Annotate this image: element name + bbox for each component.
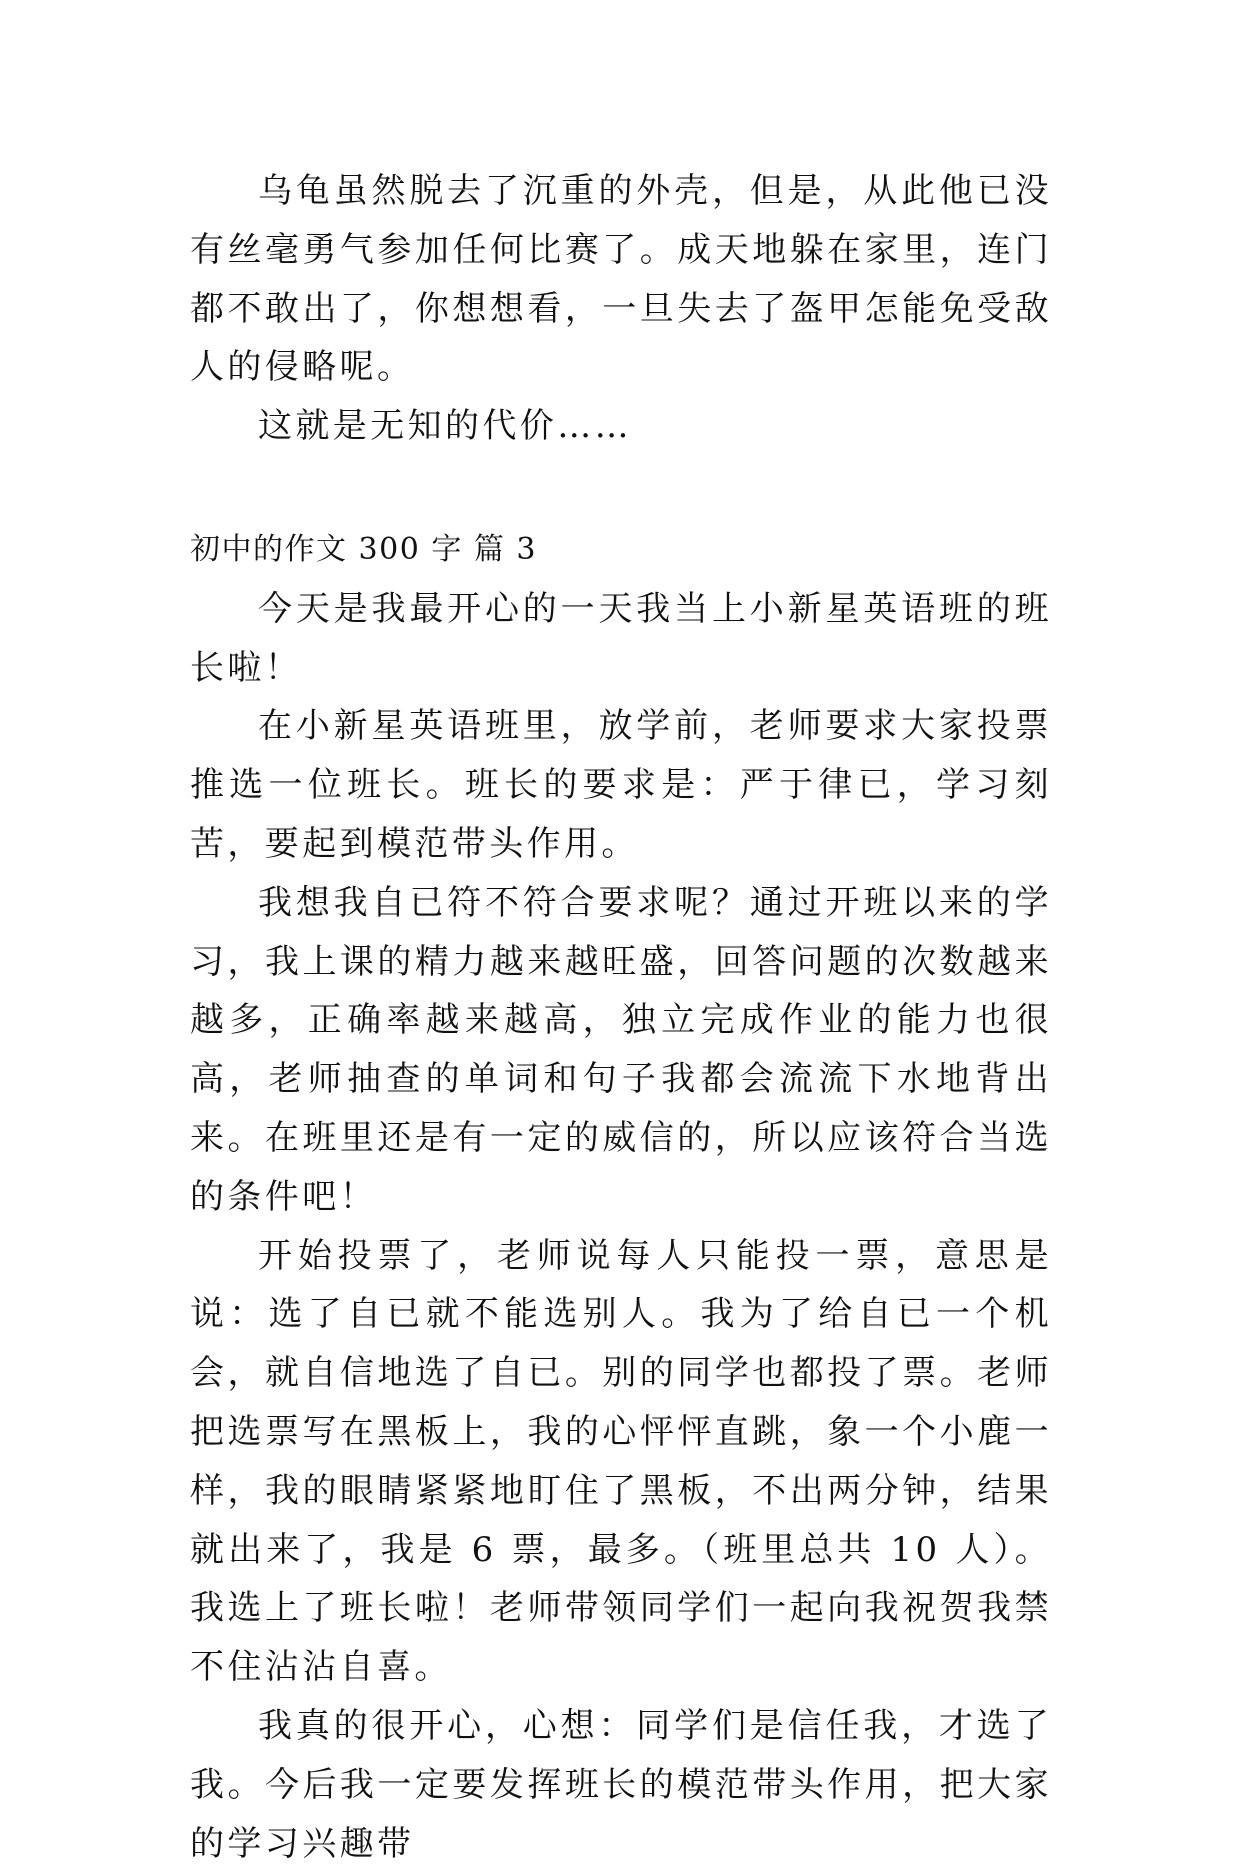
document-page: [190, 162, 1052, 1873]
paragraph-self-assessment: 我想我自已符不符合要求呢？通过开班以来的学习，我上课的精力越来越旺盛，回答问题的次数越来越多，正确率越来越高，独立完成作业的能力也很高，老师抽查的单词和句子我都会流流下水地背出来。在班里还是有一定的威信的，所以应该符合当选的条件吧！: [190, 882, 1052, 1217]
paragraph-price-of-ignorance: 这就是无知的代价……: [258, 406, 632, 447]
paragraph-class-vote: 在小新星英语班里，放学前，老师要求大家投票推选一位班长。班长的要求是：严于律已，学习刻苦，要起到模范带头作用。: [190, 706, 1052, 864]
paragraph-happy-ending: 我真的很开心，心想：同学们是信任我，才选了我。今后我一定要发挥班长的模范带头作用，把大家的学习兴趣带: [190, 1705, 1052, 1864]
paragraph-voting: 开始投票了，老师说每人只能投一票，意思是说：选了自已就不能选别人。我为了给自已一个机会，就自信地选了自已。别的同学也都投了票。老师把选票写在黑板上，我的心怦怦直跳，象一个小鹿一样，我的眼睛紧紧地盯住了黑板，不出两分钟，结果就出来了，我是 6 票，最多。（班里总共 10 人）。我选上了班长啦！老师带领同学们一起向我祝贺我禁不住沾沾自喜。: [190, 1235, 1052, 1688]
paragraph-happiest-day: 今天是我最开心的一天我当上小新星英语班的班长啦！: [190, 588, 1052, 688]
paragraph-tortoise-shell: 乌龟虽然脱去了沉重的外壳，但是，从此他已没有丝毫勇气参加任何比赛了。成天地躲在家里，连门都不敢出了，你想想看，一旦失去了盔甲怎能免受敌人的侵略呢。: [190, 171, 1052, 388]
section-heading: 初中的作文 300 字 篇 3: [190, 531, 537, 567]
